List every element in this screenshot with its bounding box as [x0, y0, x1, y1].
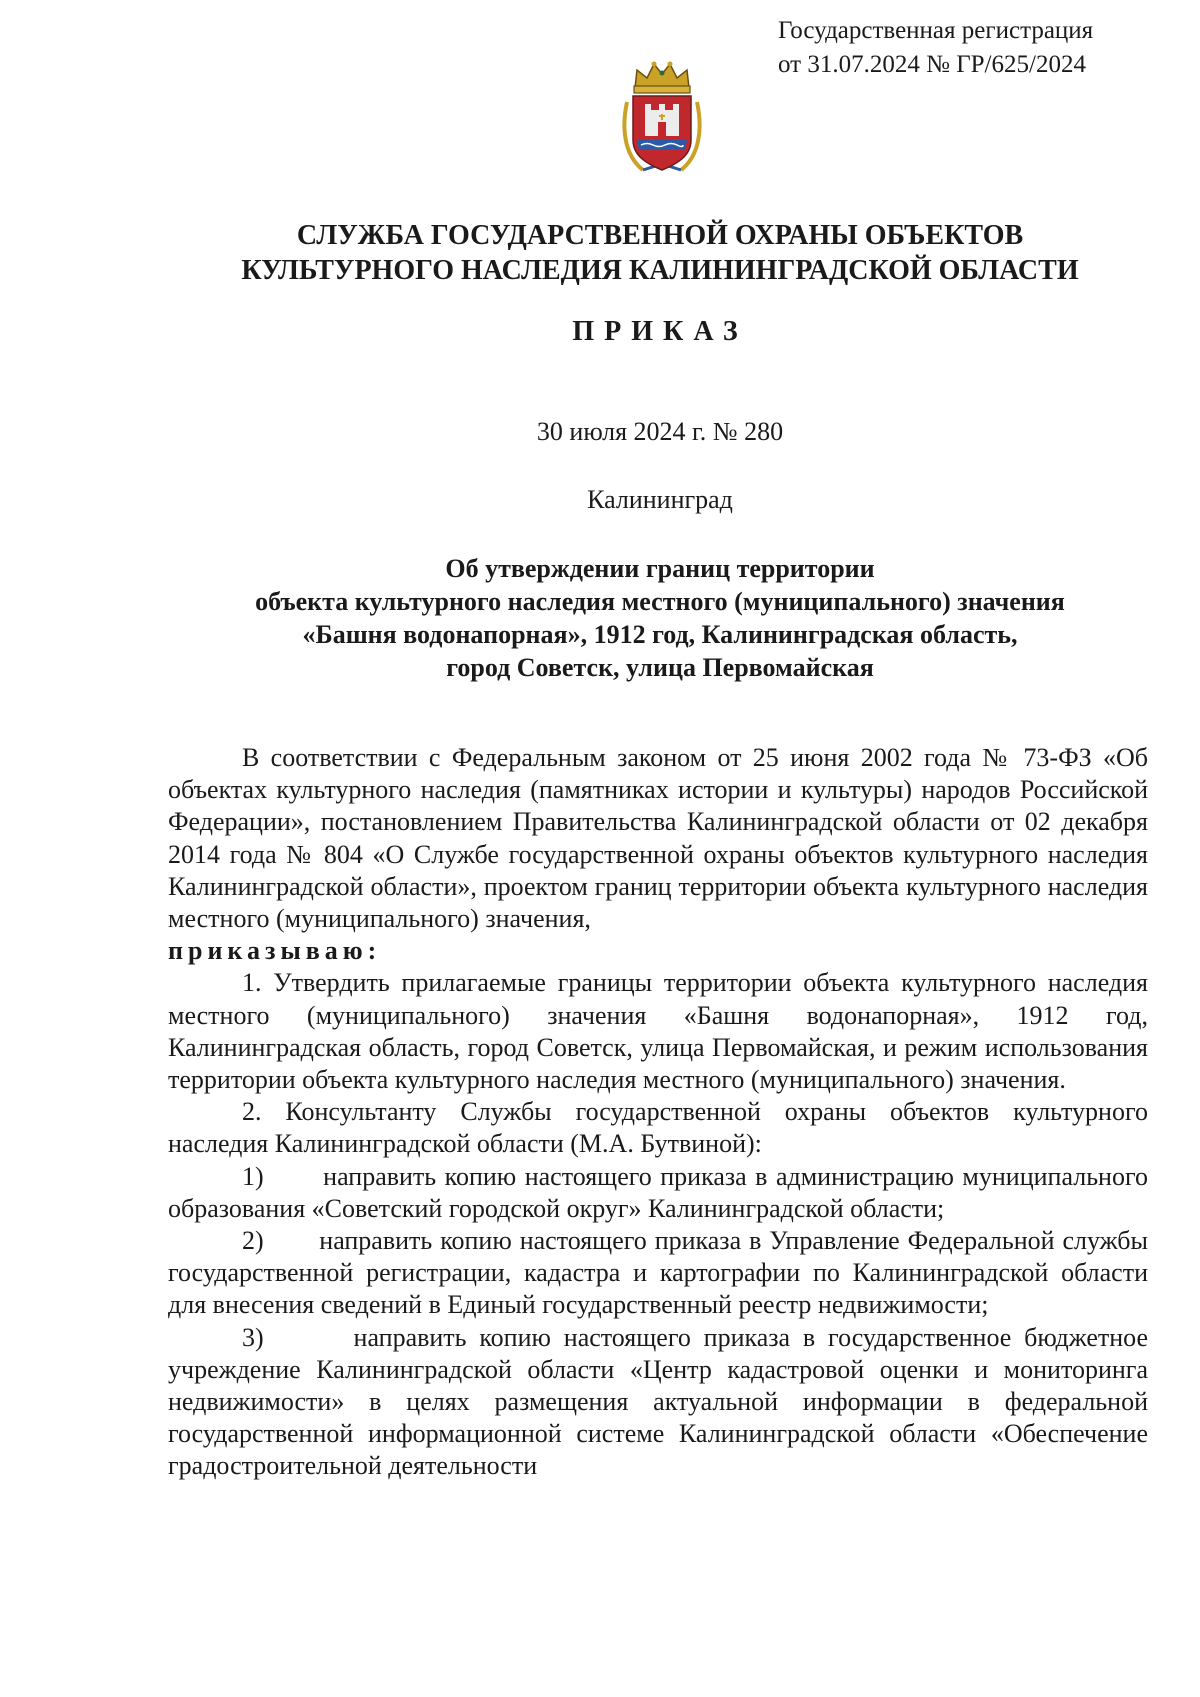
document-body — [168, 742, 1148, 1483]
subitem-3-paragraph: 3) направить копию настоящего приказа в государственное бюджетное учреждение Калининградской области «Центр кадастровой оценки и мониторинга недвижимости» в целях размещения актуальной информации в федеральной государственной информационной системе Калининградской области «Обеспечение градостроительной деятельности — [168, 1322, 1148, 1481]
subitem-1-paragraph: 1) направить копию настоящего приказа в администрацию муниципального образования «Советский городской округ» Калининградской области; — [168, 1161, 1148, 1223]
document-date-number: 30 июля 2024 г. № 280 — [536, 417, 784, 446]
title-line-1: Об утверждении границ территории — [445, 554, 875, 583]
agency-line-1: СЛУЖБА ГОСУДАРСТВЕННОЙ ОХРАНЫ ОБЪЕКТОВ — [296, 220, 1024, 251]
registration-line-2: от 31.07.2024 № ГР/625/2024 — [778, 51, 1086, 78]
kaliningrad-coat-of-arms-icon — [621, 58, 703, 176]
agency-header — [100, 218, 1200, 288]
order-word: приказываю: — [168, 936, 382, 966]
agency-line-2: КУЛЬТУРНОГО НАСЛЕДИЯ КАЛИНИНГРАДСКОЙ ОБЛАСТИ — [241, 255, 1079, 286]
preamble-paragraph: В соответствии с Федеральным законом от 25 июня 2002 года № 73-ФЗ «Об объектах культурного наследия (памятниках истории и культуры) народов Российской Федерации», постановлением Правительства Калининградской области от 02 декабря 2014 года № 804 «О Службе государственной охраны объектов культурного наследия Калининградской области», проектом границ территории объекта культурного наследия местного (муниципального) значения, — [168, 743, 1148, 934]
document-type: ПРИКАЗ — [572, 316, 748, 347]
document-title — [100, 552, 1200, 684]
title-line-4: город Советск, улица Первомайская — [446, 653, 874, 682]
registration-line-1: Государственная регистрация — [778, 17, 1094, 44]
title-line-3: «Башня водонапорная», 1912 год, Калининградская область, — [302, 620, 1018, 649]
item-1-paragraph: 1. Утвердить прилагаемые границы территории объекта культурного наследия местного (муниципального) значения «Башня водонапорная», 1912 год, Калининградская область, город Советск, улица Первомайская, и режим использования территории объекта культурного наследия местного (муниципального) значения. — [168, 968, 1148, 1095]
subitem-2-paragraph: 2) направить копию настоящего приказа в Управление Федеральной службы государственной регистрации, кадастра и картографии по Калининградской области для внесения сведений в Единый государственный реестр недвижимости; — [168, 1226, 1148, 1320]
registration-stamp — [778, 14, 1093, 82]
document-city: Калининград — [587, 485, 733, 514]
item-2-paragraph: 2. Консультанту Службы государственной охраны объектов культурного наследия Калининградской области (М.А. Бутвиной): — [168, 1097, 1148, 1159]
title-line-2: объекта культурного наследия местного (муниципального) значения — [255, 587, 1065, 616]
